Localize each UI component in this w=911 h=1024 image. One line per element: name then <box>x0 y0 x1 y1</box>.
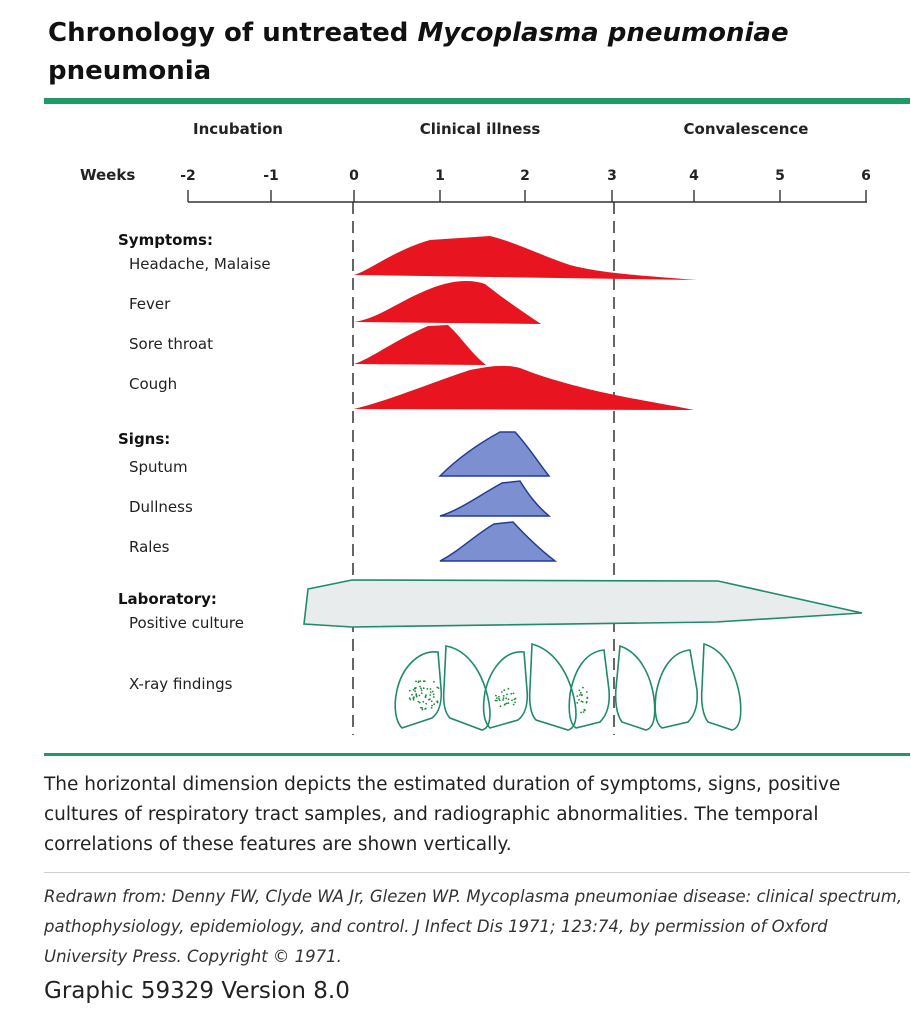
infiltrate-dot <box>425 703 427 705</box>
infiltrate-dot <box>413 689 415 691</box>
symptom-label: Sore throat <box>129 335 214 353</box>
infiltrate-dot <box>500 705 502 707</box>
infiltrate-dot <box>502 699 504 701</box>
infiltrate-dot <box>579 690 581 692</box>
tick-label: -1 <box>263 168 279 184</box>
infiltrate-dot <box>423 687 425 689</box>
infiltrate-dot <box>414 690 416 692</box>
figure-caption: The horizontal dimension depicts the estimated duration of symptoms, signs, positive cultures of respiratory tract samples, and radiographic abnormalities. The temporal correlations of these features are shown vertically. <box>44 774 841 855</box>
infiltrate-dot <box>579 694 581 696</box>
infiltrate-dot <box>409 690 411 692</box>
title-suffix: pneumonia <box>48 56 212 86</box>
symptom-bar-cough <box>354 366 694 410</box>
infiltrate-dot <box>409 697 411 699</box>
sign-bar-dullness <box>440 481 549 516</box>
infiltrate-dot <box>581 694 583 696</box>
lung-icon <box>655 650 697 728</box>
infiltrate-dot <box>422 709 424 711</box>
sign-bar-rales <box>440 522 555 561</box>
laboratory-label: Positive culture <box>129 614 244 632</box>
axis-line <box>188 190 867 202</box>
infiltrate-dot <box>586 697 588 699</box>
phase-clinical-illness: Clinical illness <box>419 120 541 138</box>
infiltrate-dot <box>419 702 421 704</box>
infiltrate-dot <box>421 689 423 691</box>
infiltrate-dot <box>433 681 435 683</box>
infiltrate-dot <box>576 695 578 697</box>
symptom-label: Cough <box>129 375 178 393</box>
graphic-version: Graphic 59329 Version 8.0 <box>44 978 350 1004</box>
infiltrate-dot <box>431 705 433 707</box>
infiltrate-dot <box>505 697 507 699</box>
infiltrate-dot <box>419 686 421 688</box>
phase-incubation: Incubation <box>193 120 283 138</box>
sign-label: Dullness <box>129 498 193 516</box>
infiltrate-dot <box>501 691 503 693</box>
infiltrate-dot <box>514 702 516 704</box>
infiltrate-dot <box>580 692 582 694</box>
infiltrate-dot <box>432 691 434 693</box>
lung-icon <box>444 646 490 730</box>
infiltrate-dot <box>429 694 431 696</box>
tick-label: 0 <box>349 168 359 184</box>
infiltrate-dot <box>420 688 422 690</box>
infiltrate-dot <box>418 681 420 683</box>
lung-icon <box>616 646 655 730</box>
symptoms-heading: Symptoms: <box>118 231 213 249</box>
sign-bar-sputum <box>440 432 549 476</box>
culture-bar <box>304 580 862 627</box>
infiltrate-dot <box>586 691 588 693</box>
tick-label: 6 <box>861 168 871 184</box>
infiltrate-dot <box>495 700 497 702</box>
signs-heading: Signs: <box>118 430 171 448</box>
infiltrate-dot <box>430 691 432 693</box>
infiltrate-dot <box>431 700 433 702</box>
infiltrate-dot <box>437 702 439 704</box>
xray-label: X-ray findings <box>129 675 233 693</box>
tick-label: -2 <box>180 168 196 184</box>
title-organism: Mycoplasma pneumoniae <box>417 18 789 48</box>
symptom-label: Fever <box>129 295 171 313</box>
infiltrate-dot <box>413 696 415 698</box>
infiltrate-dot <box>425 694 427 696</box>
lung-icon <box>530 644 576 730</box>
infiltrate-dot <box>513 704 515 706</box>
infiltrate-dot <box>433 696 435 698</box>
infiltrate-dot <box>414 687 416 689</box>
figure-credit: Redrawn from: Denny FW, Clyde WA Jr, Glezen WP. Mycoplasma pneumoniae disease: clinical spectrum, pathophysiology, epidemiology, and control. J Infect Dis 1971; 123:74, by permission of Oxford University Press. Copyright © 1971. <box>44 887 903 966</box>
infiltrate-dot <box>586 701 588 703</box>
lung-icon <box>395 652 441 728</box>
infiltrate-dot <box>430 688 432 690</box>
infiltrate-dot <box>425 708 427 710</box>
caption-divider <box>44 872 910 873</box>
sign-label: Sputum <box>129 458 188 476</box>
infiltrate-dot <box>422 701 424 703</box>
tick-label: 3 <box>607 168 617 184</box>
xray-lungs <box>395 644 741 730</box>
infiltrate-dot <box>415 681 417 683</box>
bottom-divider <box>44 753 910 756</box>
tick-label: 5 <box>775 168 785 184</box>
infiltrate-dot <box>431 707 433 709</box>
infiltrate-dot <box>580 712 582 714</box>
infiltrate-dot <box>496 697 498 699</box>
infiltrate-dot <box>427 688 429 690</box>
symptom-bar-headache <box>354 236 697 280</box>
infiltrate-dot <box>423 680 425 682</box>
infiltrate-dot <box>421 707 423 709</box>
infiltrate-dot <box>503 689 505 691</box>
infiltrate-dot <box>425 696 427 698</box>
symptom-bar-sore-throat <box>354 325 486 365</box>
infiltrate-dot <box>436 687 438 689</box>
infiltrate-dot <box>498 696 500 698</box>
infiltrate-dot <box>433 694 435 696</box>
phase-convalescence: Convalescence <box>683 120 809 138</box>
infiltrate-dot <box>584 710 586 712</box>
infiltrate-dot <box>503 695 505 697</box>
infiltrate-dot <box>421 692 423 694</box>
infiltrate-dot <box>499 699 501 701</box>
lung-icon <box>702 644 741 730</box>
infiltrate-dot <box>582 687 584 689</box>
symptom-label: Headache, Malaise <box>129 255 271 273</box>
laboratory-heading: Laboratory: <box>118 590 217 608</box>
sign-label: Rales <box>129 538 170 556</box>
axis-tick-labels <box>180 168 871 184</box>
infiltrate-dot <box>510 693 512 695</box>
infiltrate-dot <box>508 698 510 700</box>
infiltrate-dot <box>420 680 422 682</box>
symptom-bar-fever <box>354 281 541 324</box>
infiltrate-dot <box>514 699 516 701</box>
infiltrate-dot <box>578 699 580 701</box>
infiltrate-dot <box>582 701 584 703</box>
infiltrate-dot <box>433 703 435 705</box>
infiltrate-dot <box>508 702 510 704</box>
infiltrate-dot <box>513 693 515 695</box>
infiltrate-dot <box>506 694 508 696</box>
infiltrate-dot <box>511 699 513 701</box>
axis-label-weeks: Weeks <box>80 166 136 184</box>
tick-label: 1 <box>435 168 445 184</box>
infiltrate-dot <box>416 695 418 697</box>
infiltrate-dot <box>508 688 510 690</box>
infiltrate-dot <box>504 703 506 705</box>
infiltrate-dot <box>428 699 430 701</box>
tick-label: 2 <box>520 168 530 184</box>
xray-infiltrate-dots <box>409 680 589 713</box>
infiltrate-dot <box>576 702 578 704</box>
infiltrate-dot <box>583 711 585 713</box>
infiltrate-dot <box>419 695 421 697</box>
title-prefix: Chronology of untreated <box>48 18 418 48</box>
infiltrate-dot <box>411 694 413 696</box>
infiltrate-dot <box>503 697 505 699</box>
infiltrate-dot <box>495 695 497 697</box>
tick-label: 4 <box>689 168 699 184</box>
